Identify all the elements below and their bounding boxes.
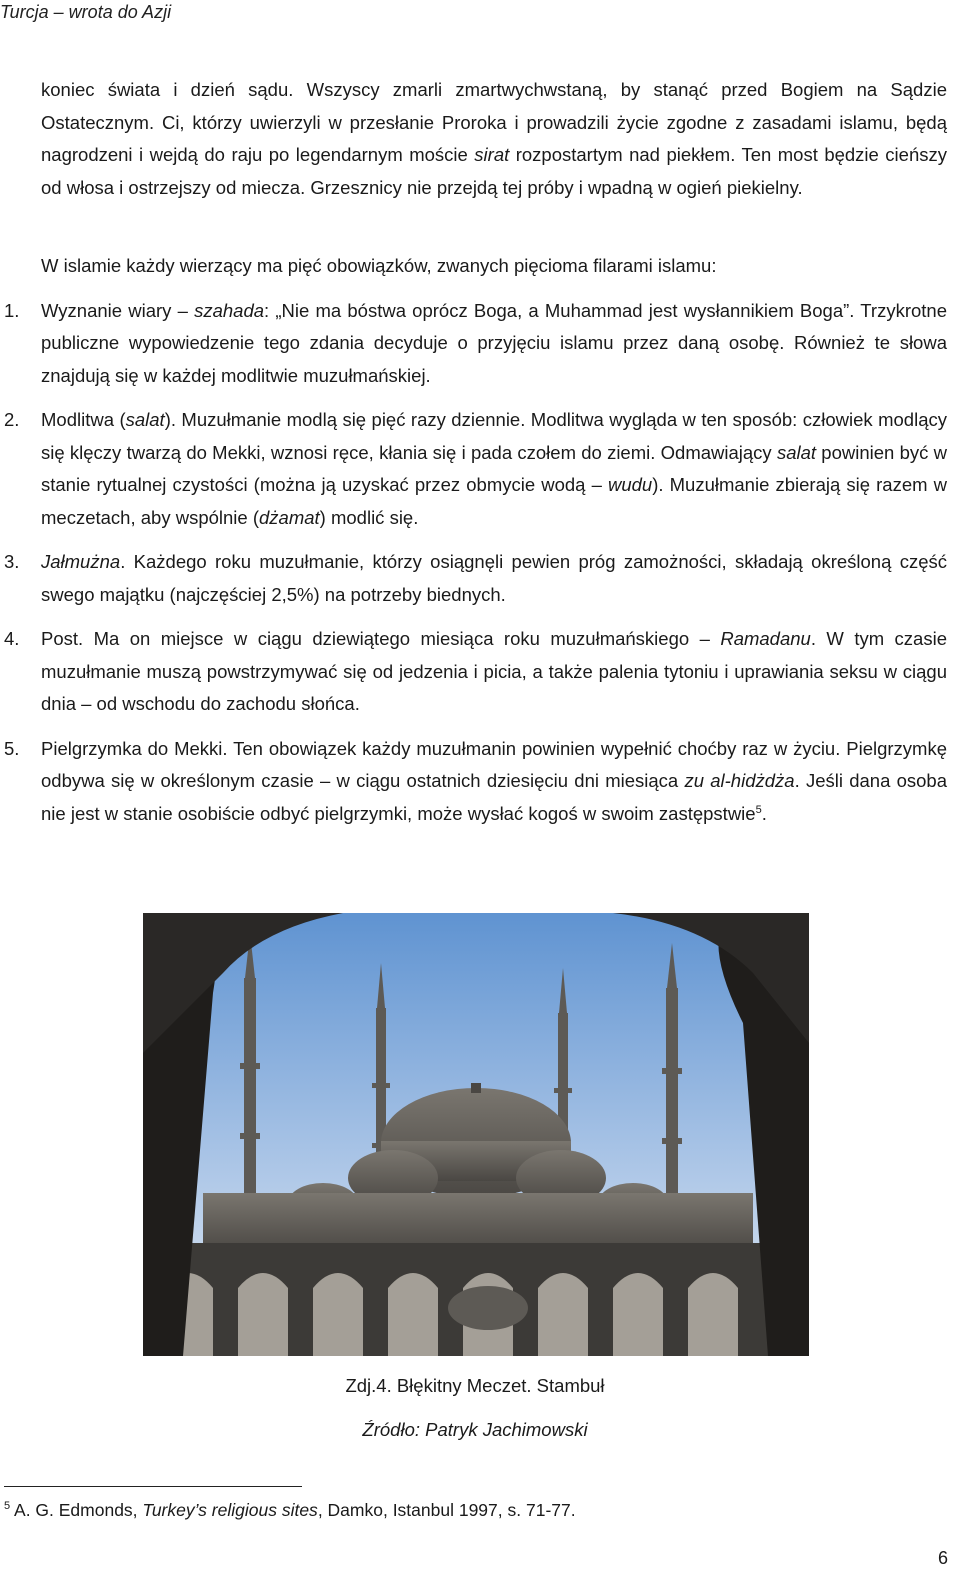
intro-paragraph: koniec świata i dzień sądu. Wszyscy zmarli zmartwychwstaną, by stanąć przed Bogiem na Sądzie Ostatecznym. Ci, którzy uwierzyli w przesłanie Proroka i prowadzili życie zgodne z zasadami islamu, będą nagrodzeni i wejdą do raju po legendarnym moście sirat rozpostartym nad piekłem. Ten most będzie cieńszy od włosa i ostrzejszy od miecza. Grzesznicy nie przejdą tej próby i wpadną w ogień piekielny.	[41, 79, 947, 198]
figure-source: Źródło: Patryk Jachimowski	[362, 1419, 588, 1440]
footnote-separator	[4, 1486, 302, 1487]
page-number: 6	[937, 1548, 948, 1568]
pillar-item-2: 2. Modlitwa (salat). Muzułmanie modlą się pięć razy dziennie. Modlitwa wygląda w ten sposób: człowiek modlący się klęczy twarzą do Mekki, wznosi ręce, kłania się i pada czołem do ziemi. Odmawiający salat powinien być w stanie rytualnej czystości (można ją uzyskać przez obmycie wodą – wudu). Muzułmanie zbierają się razem w meczetach, aby wspólnie (dżamat) modlić się.	[4, 409, 947, 528]
blue-mosque-photo	[143, 913, 809, 1356]
footnote-5: $^5$ A. G. Edmonds, Turkey’s religious sites, Damko, Istanbul 1997, s. 71-77.	[4, 1500, 576, 1520]
pillar-item-1: 1. Wyznanie wiary – szahada: „Nie ma bóstwa oprócz Boga, a Muhammad jest wysłannikiem Boga”. Trzykrotne publiczne wypowiedzenie tego zdania decyduje o przyjęciu islamu przez daną osobę. Również te słowa znajdują się w każdej modlitwie muzułmańskiej.	[4, 299, 947, 386]
pillar-item-5: 5. Pielgrzymka do Mekki. Ten obowiązek każdy muzułmanin powinien wypełnić choćby raz w życiu. Pielgrzymkę odbywa się w określonym czasie – w ciągu ostatnich dziesięciu dni miesiąca zu al-hidżdża. Jeśli dana osoba nie jest w stanie osobiście odbyć pielgrzymki, może wysłać kogoś w swoim zastępstwie$^5$.	[4, 737, 947, 824]
document-body	[4, 74, 947, 842]
pillar-item-3: 3. Jałmużna. Każdego roku muzułmanie, którzy osiągnęli pewien próg zamożności, składają określoną część swego majątku (najczęściej 2,5%) na potrzeby biednych.	[4, 551, 947, 605]
pillars-lead: W islamie każdy wierzący ma pięć obowiązków, zwanych pięcioma filarami islamu:	[41, 255, 717, 276]
pillar-item-4: 4. Post. Ma on miejsce w ciągu dziewiątego miesiąca roku muzułmańskiego – Ramadanu. W tym czasie muzułmanie muszą powstrzymywać się od jedzenia i picia, a także palenia tytoniu i uprawiania seksu w ciągu dnia – od wschodu do zachodu słońca.	[4, 628, 947, 714]
running-header: Turcja – wrota do Azji	[0, 2, 172, 22]
figure-caption: Zdj.4. Błękitny Meczet. Stambuł	[345, 1375, 605, 1396]
